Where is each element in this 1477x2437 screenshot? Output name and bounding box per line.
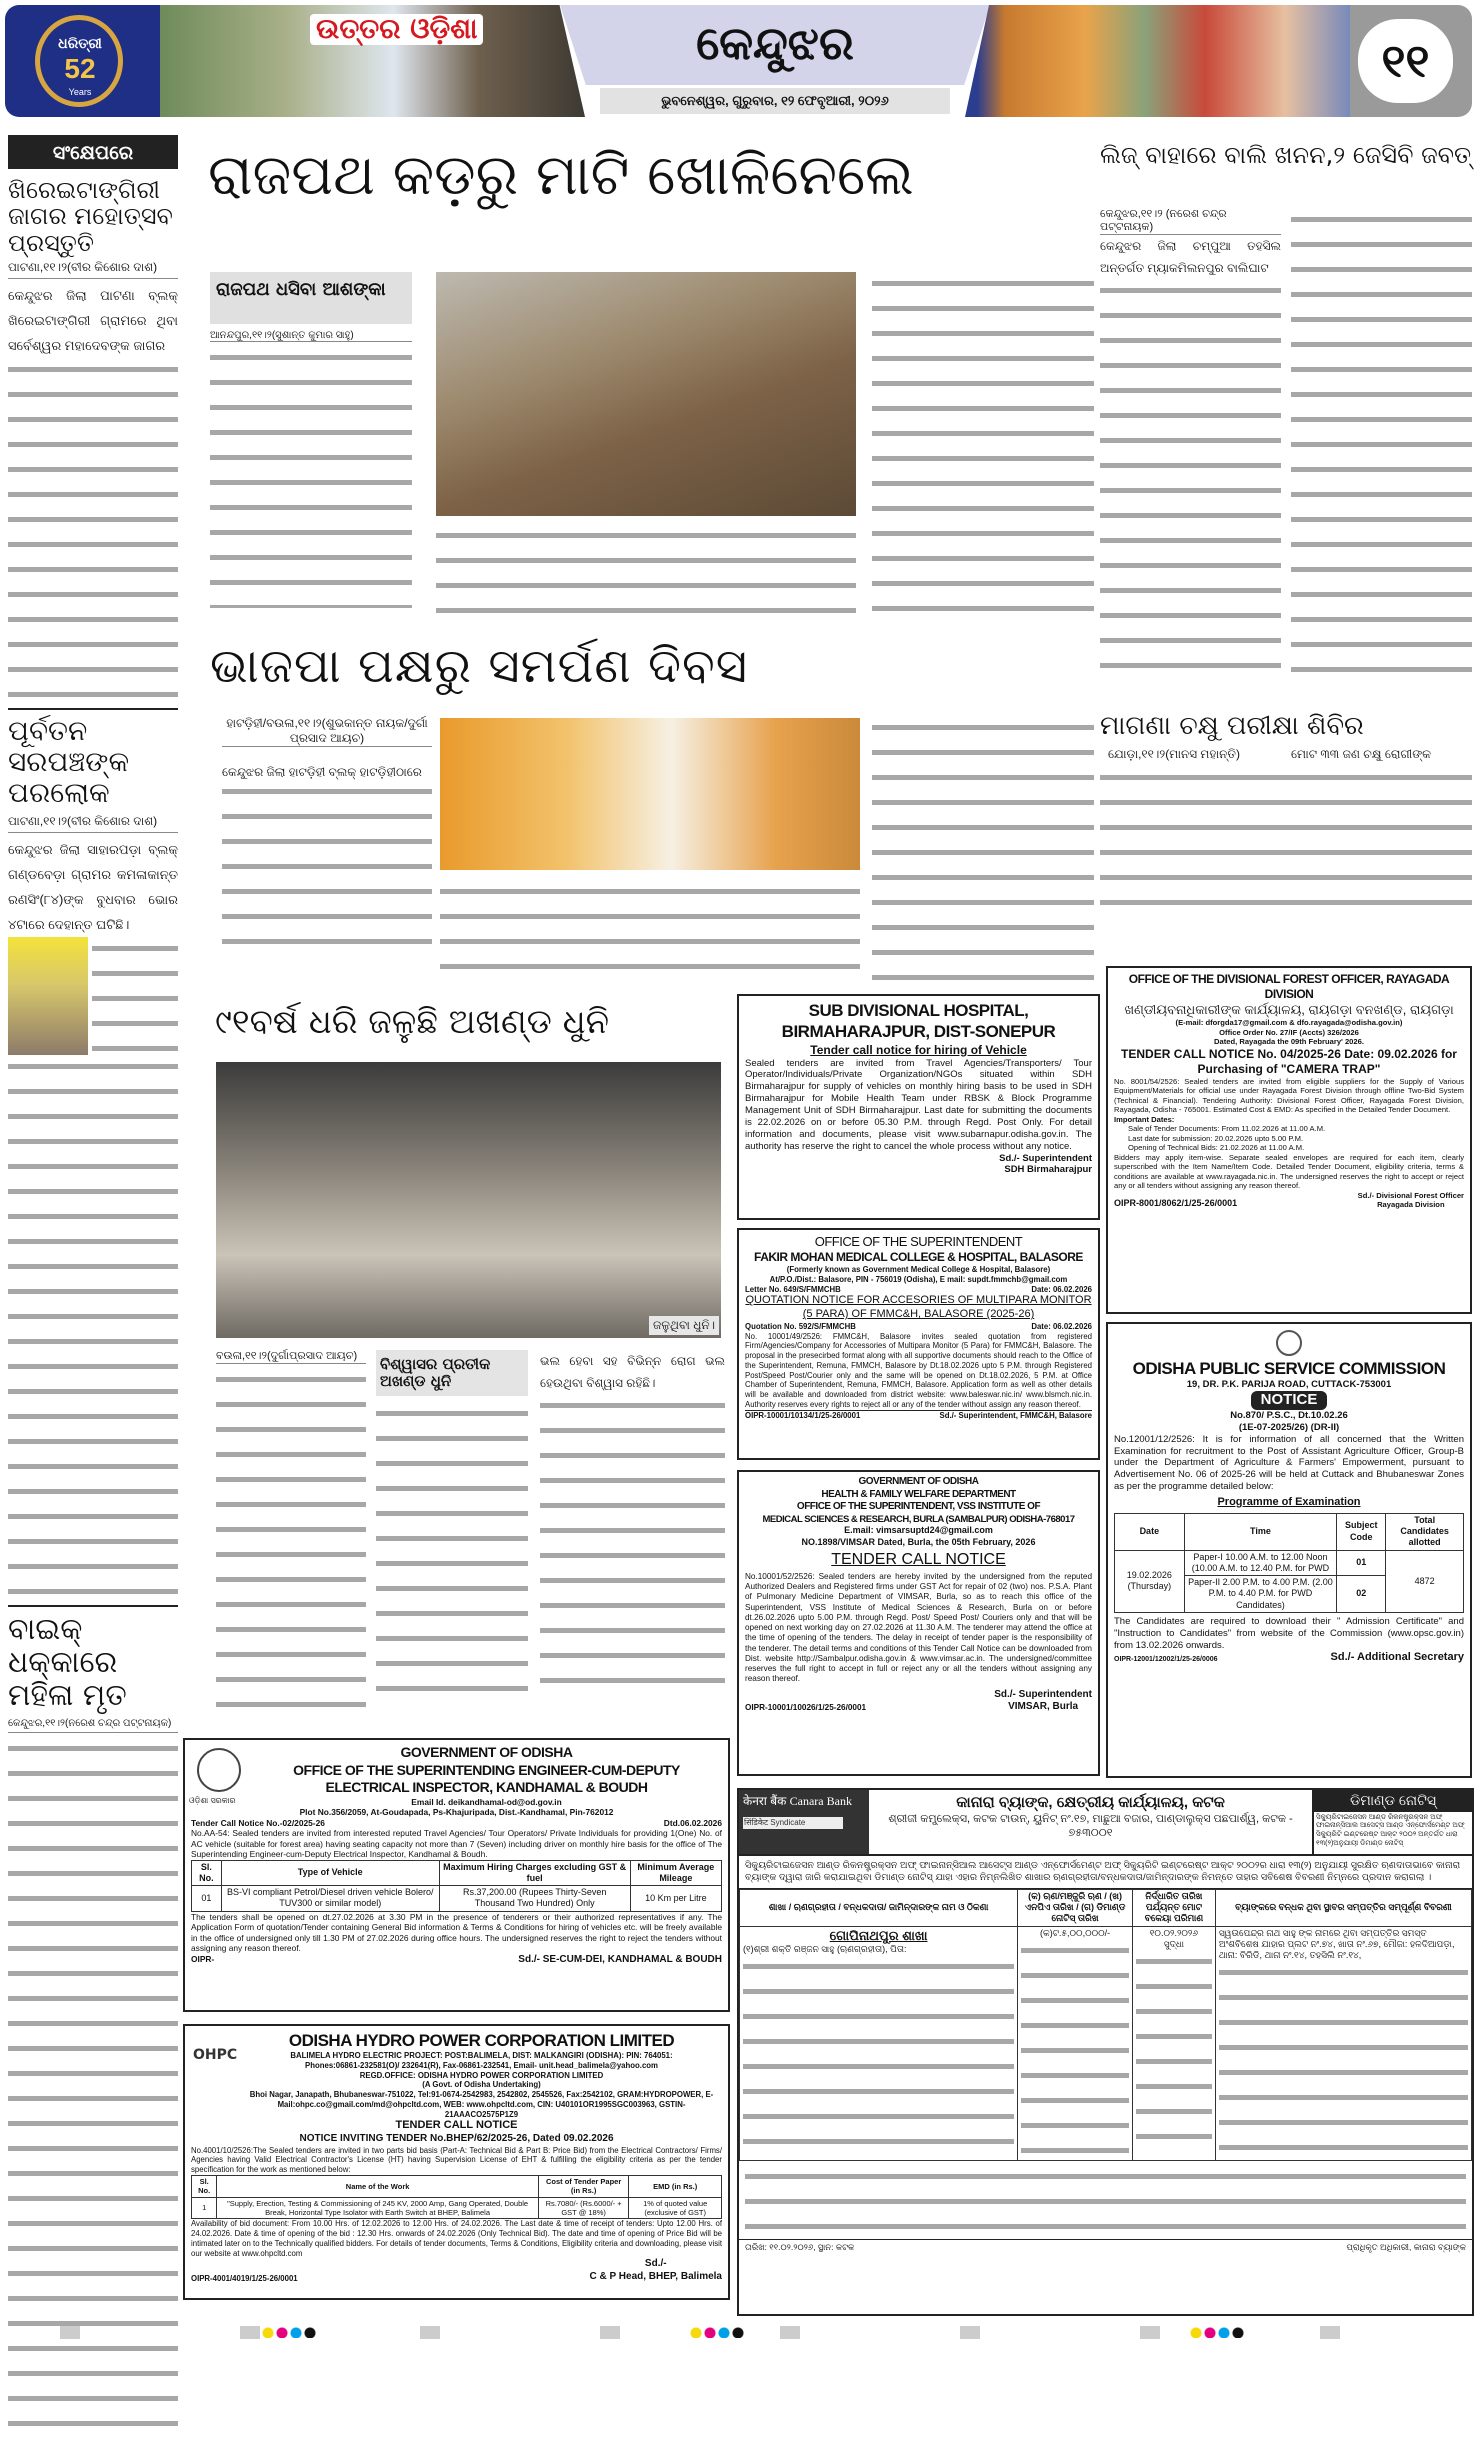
ad-line: Phones:06861-232581(O)/ 232641(R), Fax-06861-232541, Email- unit.head_balimela@yahoo.com: [305, 2060, 658, 2070]
ad-signature: Sd./- Superintendent: [994, 1688, 1092, 1700]
ad-signature: ପ୍ରାଧିକୃତ ଅଧିକାରୀ, କାନାରା ବ୍ୟାଙ୍କ: [1346, 2241, 1466, 2252]
dhuni-col-3: [540, 1350, 725, 1694]
ad-body: No.AA-54: Sealed tenders are invited from interested reputed Travel Agencies/ Tour Operators/ Private Individuals for providing 1(One) No. of AC vehicle (suitable for forest area) having seating capacity not more than 7 (Seven) including driver on monthly hire basis for the office of The Superintending Engineer-cum-Deputy Electrical Inspector, Kandhamal & Boudh.: [191, 1828, 722, 1859]
ad-body: Bidders may apply item-wise. Separate sealed envelopes are required for each item, clearly superscribed with the Item Name/Item Code. Detailed Tender Document, eligibility criteria, terms & conditions are available at www.rayagada.nic.in. The undersigned reserves the right to accept or reject any or all tenders without assigning any reason thereof.: [1114, 1152, 1464, 1191]
odisha-emblem-icon: [197, 1748, 241, 1792]
ad-reference: (1E-07-2025/26) (DR-II): [1238, 1421, 1340, 1433]
ad-letter-no: Letter No. 649/S/FMMCHB: [745, 1284, 841, 1294]
branch-name: ଗୋପିନାଥପୁର ଶାଖା: [829, 1927, 928, 1943]
loan-amount: (କ)ଟ.୫,୦୦,୦୦୦/-: [1040, 1927, 1111, 1938]
lead-dateline: ଆନନ୍ଦପୁର,୧୧।୨(ସୁଶାନ୍ତ କୁମାର ସାହୁ): [210, 330, 412, 342]
page-number: ୧୧: [1358, 19, 1453, 103]
ad-signature: Sd./- Superintendent: [999, 1152, 1092, 1164]
dhuni-dateline: ବଉଳା,୧୧।୨(ଦୁର୍ଗାପ୍ରସାଦ ଆୟଚ): [216, 1350, 366, 1364]
ohpc-logo: OHPC: [193, 2047, 238, 2063]
dhuni-body-text: [216, 1368, 366, 1708]
ad-notice-title: TENDER CALL NOTICE: [395, 2119, 518, 2132]
anniversary-sub: Years: [68, 87, 92, 97]
table-header: Sl. No.: [192, 1860, 222, 1886]
ad-signature: Sd./- Additional Secretary: [1330, 1651, 1464, 1664]
ad-sdh-birmaharajpur: [737, 994, 1100, 1220]
table-cell: 1% of quoted value (exclusive of GST): [629, 2197, 722, 2219]
property-details-text: [1219, 1961, 1468, 2151]
ad-title: OFFICE OF THE DIVISIONAL FOREST OFFICER, RAYAGADA DIVISION: [1128, 972, 1450, 1001]
ad-body: ସିକ୍ୟୁରିଟାଇଜେସନ ଆଣ୍ଡ ରିକନଷ୍ଟ୍ରକ୍ସନ ଅଫ୍ ଫାଇନାନ୍ସିଆଲ ଆସେଟ୍ସ ଆଣ୍ଡ ଏନ୍‌ଫୋର୍ସମେଣ୍ଟ ଅଫ୍ ସିକ୍ୟୁରିଟି ଇଣ୍ଟରେଷ୍ଟ ଆକ୍ଟ ୨୦୦୨ର ଧାରା ୧୩(୨) ଅନୁଯାୟୀ ସୁରକ୍ଷିତ ଋଣଦାତାଭାବେ କାନାରା ବ୍ୟାଙ୍କ ଦ୍ୱାରା ଜାରି କରାଯାଇଥିବା ଡିମାଣ୍ଡ ନୋଟିସ୍ ଯାହା ଏହାର ନିମ୍ନଲିଖିତ ଶାଖାର ଋଣଗ୍ରହୀତା/ବନ୍ଧକଦାତା/ଜାମିନ୍‌ଦାରଙ୍କ ନିମନ୍ତେ ତାହାର ସବିଶେଷ ବିବରଣୀ ନିମ୍ନରେ ପ୍ରଦାନ କରାଗଲା ।: [739, 1856, 1472, 1889]
ad-electrical-inspector-kandhamal: [183, 1738, 730, 2012]
table-header: Sl. No.: [192, 2175, 217, 2197]
brief-body-text: [8, 1055, 178, 1595]
dhuni-headline: ୯୧ବର୍ଷ ଧରି ଜଳୁଛି ଅଖଣ୍ଡ ଧୁନି: [215, 1002, 610, 1042]
ad-signature: Sd./- Divisional Forest Officer: [1357, 1190, 1464, 1200]
ad-title: BIRMAHARAJPUR, DIST-SONEPUR: [781, 1022, 1056, 1042]
sand-body-text: [1291, 208, 1472, 678]
ad-date: Date: 06.02.2026: [1031, 1284, 1092, 1294]
ad-title-odia: ଖଣ୍ଡୀୟବନାଧିକାରୀଙ୍କ କାର୍ଯ୍ୟାଳୟ, ରାୟଗଡ଼ା ବନଖଣ୍ଡ, ରାୟଗଡ଼ା: [1124, 1002, 1454, 1017]
ad-signature: Rayagada Division: [1377, 1200, 1445, 1209]
eye-camp-headline: ମାଗଣା ଚକ୍ଷୁ ପରୀକ୍ଷା ଶିବିର: [1100, 711, 1364, 741]
table-cell: Rs.7080/- (Rs.6000/- + GST @ 18%): [538, 2197, 628, 2219]
sand-body: କେନ୍ଦୁଝର ଜିଲା ଚମ୍ପୁଆ ତହସିଲ ଅନ୍ତର୍ଗତ ମ୍ୟାକମିଲନପୁର ବାଲିଘାଟ: [1100, 239, 1281, 275]
table-header: Type of Vehicle: [221, 1860, 439, 1886]
section-label: ଉତ୍ତର ଓଡ଼ିଶା: [310, 14, 483, 45]
table-cell: 01: [192, 1886, 222, 1912]
ad-oipr: OIPR-4001/4019/1/25-26/0001: [191, 2273, 298, 2283]
table-cell: 02: [1337, 1576, 1386, 1613]
ad-vimsar-burla: [737, 1470, 1100, 1776]
bjp-body-text: [440, 880, 860, 980]
dues-text: [1136, 1950, 1212, 2155]
lead-photo-road: [436, 272, 856, 516]
emblem-caption: ଓଡ଼ିଶା ସରକାର: [189, 1796, 236, 1805]
table-cell: 1: [192, 2197, 217, 2219]
ad-subtitle: Tender call notice for hiring of Vehicle: [810, 1042, 1027, 1057]
ad-dfo-rayagada: [1106, 966, 1472, 1314]
bjp-body-text: [222, 780, 432, 960]
dhuni-col-2: [376, 1350, 528, 1692]
ad-table-title: Programme of Examination: [1217, 1496, 1361, 1508]
lead-headline: ରାଜପଥ କଡ଼ରୁ ମାଟି ଖୋଳିନେଲେ: [208, 143, 914, 208]
table-header: ଶାଖା / ଋଣଗ୍ରହୀତା / ବନ୍ଧକଦାତା/ ଜାମିନ୍‌ଦାରଙ୍କ ନାମ ଓ ଠିକଣା: [740, 1889, 1018, 1926]
ad-signature: Sd./- Superintendent, FMMC&H, Balasore: [939, 1410, 1092, 1420]
table-cell: 19.02.2026 (Thursday): [1115, 1550, 1185, 1612]
table-header: Name of the Work: [217, 2175, 539, 2197]
ad-signature: C & P Head, BHEP, Balimela: [589, 2270, 722, 2282]
ad-reference: No.870/ P.S.C., Dt.10.02.26: [1230, 1409, 1348, 1421]
brand-name: ଧରିତ୍ରୀ: [58, 35, 102, 51]
eye-camp-dateline: ଯୋଡ଼ା,୧୧।୨(ମାନସ ମହାନ୍ତି): [1108, 746, 1240, 761]
ad-dates-label: Important Dates:: [1114, 1114, 1175, 1124]
ad-footer: The tenders shall be opened on dt.27.02.2026 at 3.30 PM in the presence of tenderers or their authorized representatives if any. The Application Form of quotation/Tender containing General Bid information & Terms & Conditions for hiring of vehicles etc. will be freely available in the office of undersigned only till 1.30 PM of 27.02.2026 during office hours. The undersigned reserves the right to reject the tenders without assigning any reason thereof.: [191, 1911, 722, 1953]
ad-line: At/P.O./Dist.: Balasore, PIN - 756019 (Odisha), E mail: supdt.fmmchb@gmail.com: [769, 1274, 1068, 1284]
table-header: EMD (in Rs.): [629, 2175, 722, 2197]
ad-body: No.4001/10/2526:The Sealed tenders are invited in two parts bid basis (Part-A: Technical Bid & Part B: Price Bid) from the Electrical Contractors/ Firms/ Agencies having Valid Electrical Contractor's License (HT) having Supervision License of EHT & fulfilling the eligibility criteria as per the tender specification for the work as mentioned below:: [191, 2145, 722, 2175]
dhuni-body-text: [376, 1402, 528, 1692]
table-header: Total Candidates allotted: [1386, 1513, 1464, 1550]
table-header: ନିର୍ଦ୍ଧାରିତ ତାରିଖ ପର୍ଯ୍ୟନ୍ତ ମୋଟ ବକେୟା ପରିମାଣ: [1133, 1889, 1216, 1926]
ad-title: OFFICE OF THE SUPERINTENDENT, VSS INSTITUTE OF: [796, 1501, 1041, 1512]
ad-date: Date: 06.02.2026: [1031, 1321, 1092, 1331]
dhuni-photo: [216, 1062, 721, 1338]
ad-date-item: Opening of Technical Bids: 21.02.2026 at 11.00 A.M.: [1128, 1143, 1305, 1153]
syndicate-logo: सिंडिकेट Syndicate: [743, 1817, 843, 1829]
table-header: ବ୍ୟାଙ୍କରେ ବନ୍ଧକ ଥିବା ସ୍ଥାବର ସମ୍ପତ୍ତିର ସମ୍ପୂର୍ଣ୍ଣ ବିବରଣୀ: [1215, 1889, 1471, 1926]
brief-headline: ଖିରେଇଟାଙ୍ଗିରୀ ଜାଗର ମହୋତ୍ସବ ପ୍ରସ୍ତୁତି: [8, 175, 173, 257]
table-cell: Rs.37,200.00 (Rupees Thirty-Seven Thousand Two Hundred) Only: [439, 1886, 630, 1912]
brief-body: କେନ୍ଦୁଝର ଜିଲା ସାହାରପଡ଼ା ବ୍ଲକ୍ ଗଣ୍ଡବେଡ଼ା ଗ୍ରାମର କମଳାକାନ୍ତ ରଣସିଂ(୮୪)ଙ୍କ ବୁଧବାର ଭୋର ୪ଟାରେ ଦେହାନ୍ତ ଘଟିଛି।: [8, 842, 178, 933]
table-header: Maximum Hiring Charges excluding GST & fuel: [439, 1860, 630, 1886]
ad-opsc: [1106, 1322, 1472, 1778]
ad-line: BALIMELA HYDRO ELECTRIC PROJECT: POST:BALIMELA, DIST: MALKANGIRI (ODISHA): PIN: 764051:: [290, 2051, 673, 2061]
table-header: Cost of Tender Paper (in Rs.): [538, 2175, 628, 2197]
ad-email: E.mail: vimsarsuptd24@gmail.com: [844, 1525, 993, 1536]
brief-body-text: [92, 937, 178, 1055]
dhuni-col-1: [216, 1350, 366, 1708]
sand-headline: ଲିଜ୍ ବାହାରେ ବାଲି ଖନନ,୨ ଜେସିବି ଜବତ୍: [1100, 141, 1472, 169]
borrower-details-text: [743, 1955, 1014, 2155]
ad-ohpc: [183, 2024, 730, 2300]
bjp-body: କେନ୍ଦୁଝର ଜିଲା ହାଟଡ଼ିହୀ ବ୍ଲକ୍ ହାଟଡ଼ିହୀଠାରେ: [222, 765, 422, 779]
ad-fmmch-balasore: [737, 1228, 1100, 1460]
ad-notice-title: ଡିମାଣ୍ଡ ନୋଟିସ୍: [1314, 1790, 1472, 1812]
ad-line: Bhoi Nagar, Janapath, Bhubaneswar-751022, Tel:91-0674-2542983, 2542802, 2545526, Fax:2542102, GRAM:HYDROPOWER, E-Mail:ohpc.co@gmail.com/md@ohpcltd.com, WEB: www.ohpcltd.com, CIN: U40101OR1995SGC003963, GSTIN-21AAACO2575P1Z9: [249, 2090, 714, 2119]
table-cell: 01: [1337, 1550, 1386, 1576]
obituary-photo: [8, 937, 88, 1055]
dues-date: ୧୦.୦୨.୨୦୨୬: [1149, 1927, 1199, 1938]
sand-dateline: କେନ୍ଦୁଝର,୧୧।୨ (ନରେଶ ଚନ୍ଦ୍ର ପଟ୍ଟନାୟକ): [1100, 208, 1281, 235]
table-cell: 4872: [1386, 1550, 1464, 1612]
lead-body-text: [872, 272, 1094, 624]
ad-address: ଶ୍ରୀଜୀ କମ୍ପ୍ଲେକ୍ସ, କଟକ ଟାଉନ୍, ୟୁନିଟ୍ ନଂ.୧୭, ମାଛୁଆ ବଜାର, ପାଣ୍ଡାଲୁକ୍ସ ପଛପାର୍ଶ୍ୱ, କଟକ - ୭୫୩୦୦୧: [888, 1812, 1293, 1839]
property-details: ସ୍ୱଉପେନ୍ଦ୍ର ନାଥ ସାହୁ ଙ୍କ ନାମରେ ଥିବା ସମ୍ପତ୍ତିର ସମସ୍ତ ଅଂଶବିଶେଷ ଯାହାର ପ୍ଲଟ ନଂ.୭୪, ଖାତା ନଂ.୬୭, ମୌଜା: ହଳଦିଆପଡ଼ା, ଥାନା: ବିରିଡି, ଥାନା ନଂ.୧୪, ତହସିଲି ନଂ.୧୪,: [1218, 1927, 1455, 1960]
table-header: (କ) ଋଣ/ମଞ୍ଜୁରି ଋଣ / (ଖ) ଏନପିଏ ତାରିଖ / (ଗ) ଡିମାଣ୍ଡ ନୋଟିସ୍ ତାରିଖ: [1018, 1889, 1133, 1926]
bjp-left-column: [222, 716, 432, 960]
bjp-body-text: [872, 716, 1094, 980]
loan-details-text: [1021, 1939, 1129, 2159]
anniversary-years: 52: [64, 53, 96, 84]
ad-title: HEALTH & FAMILY WELFARE DEPARTMENT: [821, 1488, 1016, 1500]
masthead: [0, 0, 1477, 125]
eye-camp-story: [1100, 712, 1472, 916]
ad-signature: SDH Birmaharajpur: [1004, 1164, 1092, 1176]
ad-title: SUB DIVISIONAL HOSPITAL,: [808, 1001, 1029, 1020]
demand-notice-table: [739, 1889, 1472, 2161]
ad-title: MEDICAL SCIENCES & RESEARCH, BURLA (SAMBALPUR) ODISHA-768017: [762, 1513, 1075, 1525]
brand-hindi: केनरा बैंक: [743, 1794, 787, 1808]
bjp-photo: [440, 718, 860, 870]
brief-dateline: ପାଟଣା,୧୧।୨(ବୀର କିଶୋର ଦାଶ): [8, 814, 178, 833]
table-cell: Paper-I 10.00 A.M. to 12.00 Noon (10.00 A.M. to 12.40 P.M. for PWD: [1184, 1550, 1337, 1576]
bjp-dateline: ହାଟଡ଼ିହୀ/ବଉଳା,୧୧।୨(ଶୁଭକାନ୍ତ ନାୟକ/ଦୁର୍ଗା ପ୍ରସାଦ ଆୟଚ): [222, 716, 432, 747]
ad-body: No. 10001/49/2526: FMMC&H, Balasore invites sealed quotation from registered Firm/Agencies/Company for Accessories of Multipara Monitor (5 Para) for FMMC&H, Balasore. The proposal in the presecirbed format along with all supportive documents should reach to the Office of the Superintendent, Remuna, FMMCH, Balasore by Dt.18.02.2026 upto 5 P.M. through Registered Post/Speed Post/Courier only and the same will be opened on Dt.18.02.2026, 5 P.M. at Office Chamber of Superintendent, Remuna, FMMCH, Balasore. Application form as well as other details will be available and downloaded from district website: www.baleswar.nic.in/ www.blsmch.nic.in. Authority reserves every rights to reject all or any of the tender without assign any reason thereof.: [745, 1331, 1092, 1409]
ad-title: OFFICE OF THE SUPERINTENDING ENGINEER-CUM-DEPUTY: [293, 1761, 680, 1778]
opsc-emblem-icon: [1276, 1330, 1302, 1356]
right-ads-column: [1106, 966, 1472, 1778]
header-photo-temple: [965, 5, 1365, 117]
ad-signature: VIMSAR, Burla: [1008, 1701, 1079, 1713]
ad-notice-title: NOTICE INVITING TENDER No.BHEP/62/2025-26, Dated 09.02.2026: [299, 2133, 614, 2145]
brief-body-text: [8, 358, 178, 698]
ad-title: GOVERNMENT OF ODISHA: [858, 1476, 979, 1487]
ad-email: (E-mail: dforgda17@gmail.com & dfo.rayagada@odisha.gov.in): [1175, 1018, 1403, 1028]
ad-oipr: OIPR-10001/10026/1/25-26/0001: [745, 1703, 867, 1713]
briefs-label: ସଂକ୍ଷେପରେ: [8, 135, 178, 169]
ad-reference: NO.1898/VIMSAR Dated, Burla, the 05th February, 2026: [801, 1536, 1036, 1547]
ad-title: ODISHA PUBLIC SERVICE COMMISSION: [1132, 1359, 1446, 1378]
ad-footer: The Candidates are required to download their " Admission Certificate" and "Instruction to Candidates" from website of the Commission (www.opsc.gov.in) from 13.02.2026 onwards.: [1114, 1615, 1464, 1651]
ad-tender-no: Tender Call Notice No.-02/2025-26: [191, 1817, 325, 1828]
anniversary-badge: [5, 5, 160, 117]
ad-canara-demand-notice: [737, 1788, 1474, 2316]
middle-ads-column: [737, 966, 1100, 1776]
table-header: Subject Code: [1337, 1513, 1386, 1550]
ad-line: (A Govt. of Odisha Undertaking): [422, 2080, 541, 2090]
ad-title: କାନାରା ବ୍ୟାଙ୍କ, କ୍ଷେତ୍ରୀୟ କାର୍ଯ୍ୟାଳୟ, କଟକ: [956, 1794, 1225, 1811]
ad-body: Sealed tenders are invited from Travel Agencies/Transporters/ Tour Operator/Individuals/Private Organization/NGOs situated within SDH Birmaharajpur for supply of vehicles on monthly hiring basis to be used in SDH Birmaharajpur for Mobile Health Team under RBSK & Block Programme Management Unit of SDH Birmaharajpur. Last date for submitting the documents is 22.02.2026 on or before 05.30 P.M. through Regd. Post Only. For detail information and documents, please visit www.subarnapur.odisha.gov.in. The authority has reserve the right to cancel the whole process without any notice.: [745, 1057, 1092, 1152]
ad-body: No.10001/52/2526: Sealed tenders are hereby invited by the undersigned from the reputed Authorized Dealers and Registered firms under GST Act for repair of 02 (two) nos. P.S.A. Plant of Pulmonary Medicine Department of VIMSAR, Burla, so as to reach this office of the Superintendent, VSS Institute of Medical Sciences & Research, Burla on or before dt.26.02.2026 upto 5.00 P.M. through Regd. Post/ Speed Post/ Couriers only and that will be opened on next working day on 27.02.2026 at 11.30 A.M. The tenderer may attend the office at the time of opening of the tenders. The delay in receipt of tender paper is the responsibility of the tenderer. The detail terms and conditions of this Tender Call Notice can be downloaded from Dist. website http://Sambalpur.odisha.gov.in & www.vimsar.ac.in. The undersigned/committee reserves the full right to accept in full or reject any or all the tenders without assigning any reason thereof.: [745, 1571, 1092, 1684]
ad-title: ELECTRICAL INSPECTOR, KANDHAMAL & BOUDH: [325, 1779, 648, 1795]
ad-notice-title: TENDER CALL NOTICE No. 04/2025-26 Date: 09.02.2026 for Purchasing of "CAMERA TRAP": [1121, 1046, 1457, 1076]
table-header: Minimum Average Mileage: [630, 1860, 721, 1886]
exam-programme-table: [1114, 1513, 1464, 1613]
ad-signature: Sd./-: [644, 2258, 667, 2270]
ad-notice-title: TENDER CALL NOTICE: [831, 1550, 1006, 1568]
lead-body-text: [210, 346, 412, 608]
table-header: Time: [1184, 1513, 1337, 1550]
ad-body: No. 8001/54/2526: Sealed tenders are invited from eligible suppliers for the Supply of Various Equipment/Materials for official use under Rayagada Forest Division through offline Two-Bid System (Technical & Financial). Tendering Authority: Divisional Forest Officer, Rayagada Forest Division, Rayagada, Odisha - 765001. Estimated Cost & EMD: As specified in the Detailed Tender Document.: [1114, 1076, 1464, 1115]
brief-body: କେନ୍ଦୁଝର ଜିଲା ପାଟଣା ବ୍ଲକ୍ ଖିରେଇଟାଙ୍ଗିରୀ ଗ୍ରାମରେ ଥିବା ସର୍ବେଶ୍ୱର ମହାଦେବଙ୍କ ଜାଗର: [8, 288, 178, 354]
dhuni-photo-caption: ଜଳୁଥିବା ଧୁନି।: [649, 1316, 719, 1335]
table-cell: Paper-II 2.00 P.M. to 4.00 P.M. (2.00 P.M. to 4.40 P.M. for PWD Candidates): [1184, 1576, 1337, 1613]
lead-body-text: [436, 524, 856, 624]
ad-title: GOVERNMENT OF ODISHA: [400, 1744, 573, 1760]
ad-title: OFFICE OF THE SUPERINTENDENT: [814, 1234, 1023, 1249]
right-ads-area: [737, 966, 1474, 2316]
edition-title: କେନ୍ଦୁଝର: [696, 16, 854, 70]
ad-footer: Availability of bid document: From 10.00 Hrs. of 12.02.2026 to 12.00 Hrs. of 24.02.2026. The Last date & time of receipt of tenders: Upto 12.00 Hrs. of 24.02.2026. Date & time of opening of the bid : 12.30 Hrs. onwards of 24.02.2026 (Only Technical Bid). The date and time of opening of Price Bid will be intimated later on to the Technically qualified bidders. For details of tender documents, Terms & Conditions, Eligibility criteria and downloading, please visit our website at www.ohpcltd.com: [191, 2219, 722, 2258]
table-cell: 10 Km per Litre: [630, 1886, 721, 1912]
ad-date-place: ତାରିଖ: ୧୧.୦୨.୨୦୨୬, ସ୍ଥାନ: କଟକ: [745, 2241, 855, 2252]
eye-camp-body-text: [1100, 766, 1472, 916]
table-cell: BS-VI compliant Petrol/Diesel driven vehicle Bolero/ TUV300 or similar model): [221, 1886, 439, 1912]
work-table: [191, 2175, 722, 2220]
ad-line: REGD.OFFICE: ODISHA HYDRO POWER CORPORATION LIMITED: [359, 2070, 604, 2080]
dhuni-kicker: ବିଶ୍ୱାସର ପ୍ରତୀକ ଅଖଣ୍ଡ ଧୁନି: [376, 1350, 528, 1396]
sand-body-text: [1100, 279, 1281, 679]
ad-title: ODISHA HYDRO POWER CORPORATION LIMITED: [288, 2031, 675, 2050]
ad-order: Office Order No. 27/IF (Accts) 326/2026: [1219, 1027, 1359, 1037]
ad-title: FAKIR MOHAN MEDICAL COLLEGE & HOSPITAL, BALASORE: [754, 1250, 1083, 1265]
ad-email: Email Id. deikandhamal-od@od.gov.in: [411, 1796, 562, 1807]
eye-camp-body: ମୋଟ ୩୩ ଜଣ ଚକ୍ଷୁ ରୋଗୀଙ୍କ: [1291, 746, 1432, 761]
table-header: Date: [1115, 1513, 1185, 1550]
bjp-headline: ଭାଜପା ପକ୍ଷରୁ ସମର୍ପଣ ଦିବସ: [210, 638, 749, 694]
ad-quotation-no: Quotation No. 592/S/FMMCHB: [745, 1321, 856, 1331]
brief-dateline: କେନ୍ଦୁଝର,୧୧।୨(ନରେଶ ଚନ୍ଦ୍ର ପଟ୍ଟନାୟକ): [8, 1718, 178, 1733]
brief-dateline: ପାଟଣା,୧୧।୨(ବୀର କିଶୋର ଦାଶ): [8, 260, 178, 279]
ad-oipr: OIPR-: [191, 1953, 215, 1964]
page-number-tab: [1350, 5, 1472, 117]
ad-address: 19, DR. P.K. PARIJA ROAD, CUTTACK-753001: [1186, 1379, 1392, 1391]
print-registration-marks: [0, 2326, 1477, 2339]
ad-oipr: OIPR-10001/10134/1/25-26/0001: [745, 1410, 861, 1420]
ad-body: No.12001/12/2526: It is for information of all concerned that the Written Examination for recruitment to the Post of Assistant Agriculture Officer, Group-B under the Department of Agriculture & Farmers' Empowerment, pursuant to Advertisement No. 06 of 2025-26 will be held at Cuttack and Bhubaneswar Zones as per the programme detailed below:: [1114, 1433, 1464, 1493]
ad-date: Dated, Rayagada the 09th February' 2026.: [1214, 1037, 1364, 1047]
lead-kicker: ରାଜପଥ ଧସିବା ଆଶଙ୍କା: [210, 272, 412, 324]
brand-name: Canara Bank: [789, 1794, 852, 1808]
table-cell: "Supply, Erection, Testing & Commissioning of 245 KV, 2000 Amp, Gang Operated, Double Break, Horizontal Type Isolator with Earth Switch at BHEP, Balimela: [217, 2197, 539, 2219]
ad-notice-subtitle: ସିକ୍ୟୁରିଟାଇଜେସନ ଆଣ୍ଡ ରିକନଷ୍ଟ୍ରକ୍ସନ ଅଫ୍ ଫାଇନାନ୍ସିଆଲ ଆସେଟ୍ସ ଆଣ୍ଡ ଏନ୍‌ଫୋର୍ସମେଣ୍ଟ ଅଫ୍ ସିକ୍ୟୁରିଟି ଇଣ୍ଟରେଷ୍ଟ ଆକ୍ଟ ୨୦୦୨ ଅନ୍ତର୍ଗତ ଧାରା ୧୩(୨)ଅନୁଯାୟୀ ଡିମାଣ୍ଡ ନୋଟିସ୍: [1316, 1813, 1465, 1847]
dateline-strip: ଭୁବନେଶ୍ୱର, ଗୁରୁବାର, ୧୨ ଫେବୃଆରୀ, ୨୦୨୬: [600, 88, 950, 114]
canara-logo: [739, 1790, 869, 1854]
ad-date: Dtd.06.02.2026: [663, 1817, 722, 1828]
ad-date-item: Sale of Tender Documents: From 11.02.2026 at 11.00 A.M.: [1128, 1124, 1326, 1134]
vehicle-table: [191, 1860, 722, 1912]
ad-signature: Sd./- SE-CUM-DEI, KANDHAMAL & BOUDH: [518, 1953, 722, 1965]
dues-label: ସୁଦ୍ଧା: [1163, 1938, 1185, 1949]
left-ads-column: [183, 1738, 730, 2300]
briefs-column: [8, 135, 178, 2437]
dhuni-body-text: [540, 1394, 725, 1694]
sand-story: [1100, 142, 1472, 679]
ad-date-item: Last date for submission: 20.02.2026 upto 5.00 P.M.: [1128, 1133, 1304, 1143]
brief-headline: ବାଇକ୍ ଧକ୍କାରେ ମହିଳା ମୃତ: [8, 1605, 178, 1712]
ad-address: Plot No.356/2059, At-Goudapada, Ps-Khajuripada, Dist.-Kandhamal, Pin-762012: [299, 1807, 614, 1817]
ad-oipr: OIPR-8001/8062/1/25-26/0001: [1114, 1198, 1238, 1209]
ad-notice-title: QUOTATION NOTICE FOR ACCESORIES OF MULTIPARA MONITOR (5 PARA) OF FMMC&H, BALASORE (2025-26): [745, 1294, 1092, 1321]
dhuni-body: ଭଲ ହେବା ସହ ବିଭିନ୍ନ ରୋଗ ଭଲ ହେଉଥିବା ବିଶ୍ୱାସ ରହିଛି।: [540, 1354, 725, 1390]
ad-body-text: [745, 2165, 1466, 2235]
borrower-details: (୧)ଶ୍ରୀ ଶକ୍ତି ରଞ୍ଜନ ସାହୁ (ଋଣଗ୍ରହୀତା), ପିତା:: [743, 1943, 907, 1954]
brief-headline: ପୂର୍ବତନ ସରପଞ୍ଚଙ୍କ ପରଲୋକ: [8, 708, 178, 808]
ad-oipr: OIPR-12001/12002/1/25-26/0006: [1114, 1656, 1218, 1664]
ad-notice-badge: NOTICE: [1251, 1391, 1328, 1410]
lead-left-column: [210, 272, 412, 608]
ad-line: (Formerly known as Government Medical College & Hospital, Balasore): [786, 1265, 1051, 1275]
